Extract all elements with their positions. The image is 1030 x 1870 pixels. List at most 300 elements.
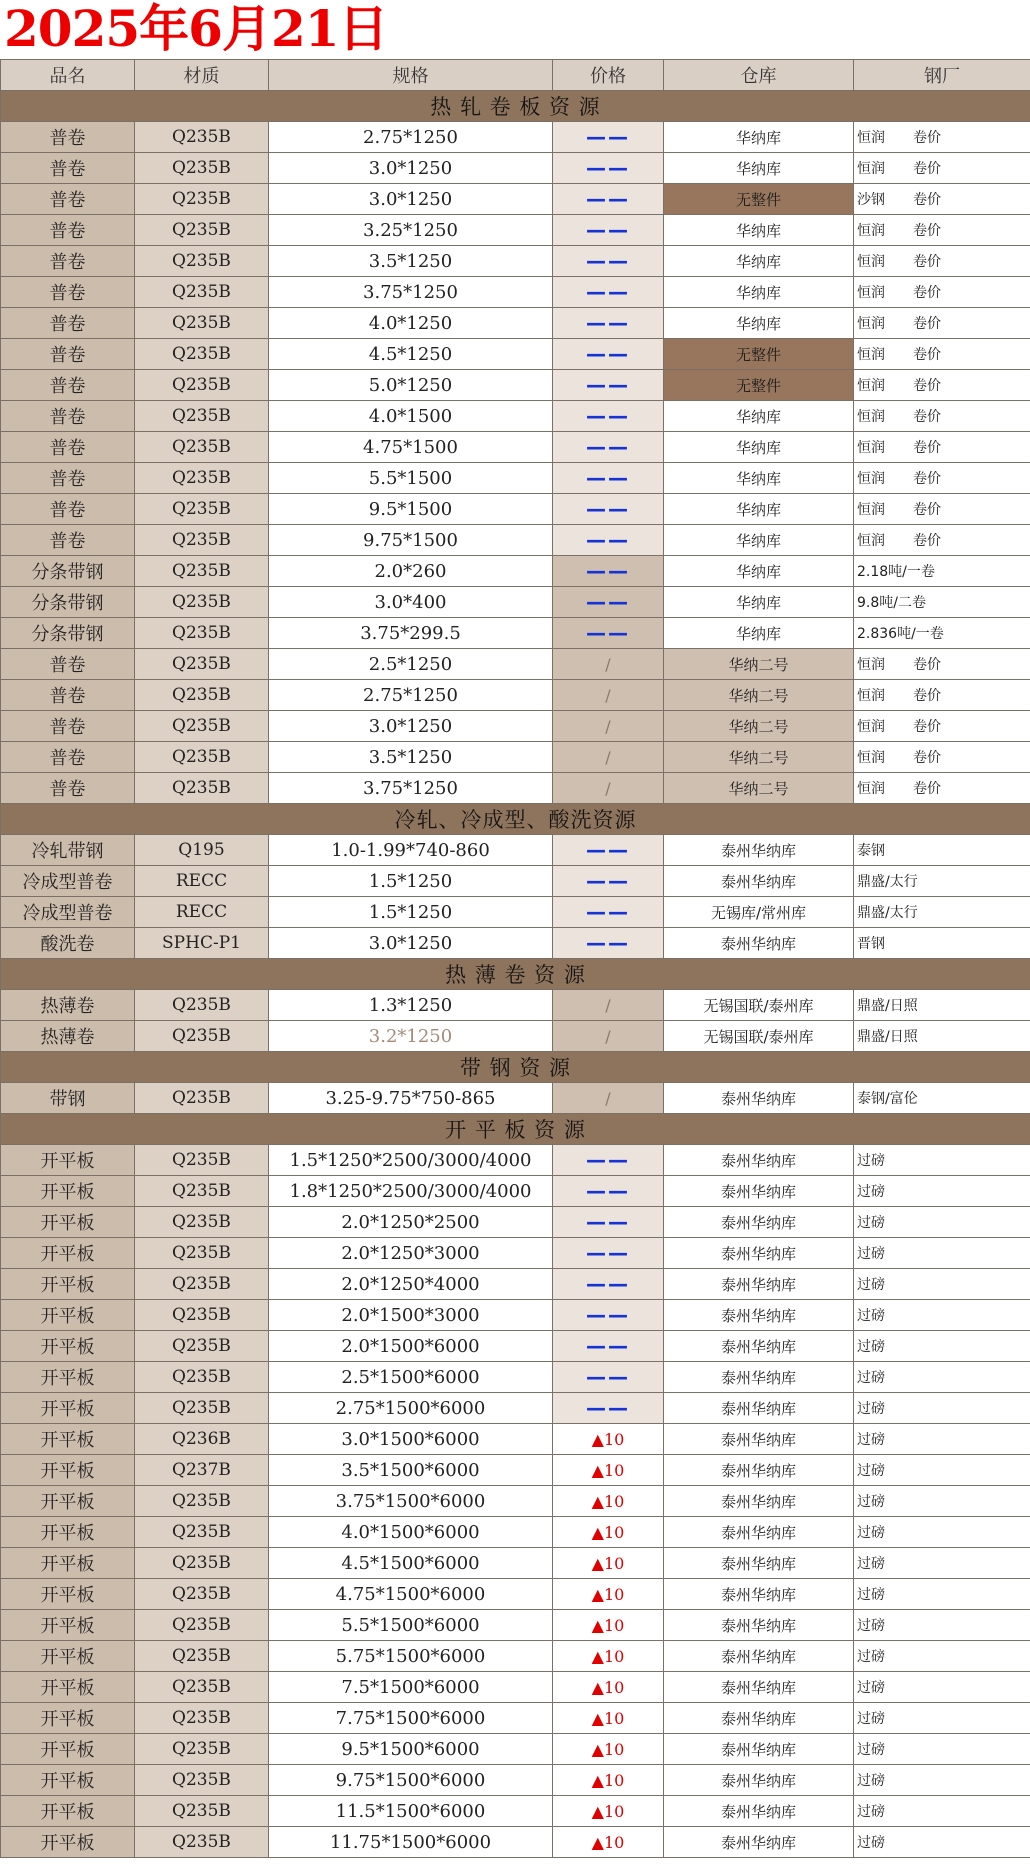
mill-cell: 过磅 (854, 1207, 1030, 1238)
warehouse-cell: 泰州华纳库 (664, 1548, 854, 1579)
mill-cell: 鼎盛/日照 (854, 990, 1030, 1021)
mill-cell: 过磅 (854, 1362, 1030, 1393)
warehouse-cell: 泰州华纳库 (664, 1579, 854, 1610)
mill-cell: 过磅 (854, 1300, 1030, 1331)
warehouse-cell: 华纳二号 (664, 773, 854, 804)
product-name-cell: 普卷 (1, 308, 135, 339)
price-cell: —— (553, 339, 664, 370)
price-cell: / (553, 742, 664, 773)
spec-cell: 3.5*1250 (269, 246, 553, 277)
spec-cell: 2.0*260 (269, 556, 553, 587)
price-cell: / (553, 990, 664, 1021)
mill-cell: 过磅 (854, 1486, 1030, 1517)
product-name-cell: 开平板 (1, 1300, 135, 1331)
material-cell: Q235B (135, 215, 269, 246)
header-price: 价格 (553, 60, 664, 91)
product-name-cell: 开平板 (1, 1176, 135, 1207)
product-name-cell: 普卷 (1, 122, 135, 153)
material-cell: Q235B (135, 1734, 269, 1765)
warehouse-cell: 华纳库 (664, 246, 854, 277)
mill-cell: 过磅 (854, 1703, 1030, 1734)
table-row (1, 401, 1030, 432)
product-name-cell: 开平板 (1, 1796, 135, 1827)
warehouse-cell: 泰州华纳库 (664, 1176, 854, 1207)
mill-cell: 恒润 卷价 (854, 153, 1030, 184)
warehouse-cell: 华纳库 (664, 308, 854, 339)
price-cell: —— (553, 928, 664, 959)
section-title: 冷轧、冷成型、酸洗资源 (1, 804, 1030, 835)
price-cell: —— (553, 1207, 664, 1238)
spec-cell: 5.5*1500*6000 (269, 1610, 553, 1641)
material-cell: Q235B (135, 1703, 269, 1734)
price-cell: —— (553, 1362, 664, 1393)
material-cell: Q235B (135, 1300, 269, 1331)
page-title: 2025年6月21日 (4, 0, 388, 58)
product-name-cell: 普卷 (1, 370, 135, 401)
price-cell: —— (553, 184, 664, 215)
spec-cell: 5.75*1500*6000 (269, 1641, 553, 1672)
table-row (1, 1331, 1030, 1362)
mill-cell: 鼎盛/太行 (854, 866, 1030, 897)
table-row (1, 618, 1030, 649)
product-name-cell: 冷成型普卷 (1, 897, 135, 928)
warehouse-cell: 泰州华纳库 (664, 1331, 854, 1362)
mill-cell: 过磅 (854, 1145, 1030, 1176)
material-cell: Q235B (135, 618, 269, 649)
material-cell: Q235B (135, 1176, 269, 1207)
material-cell: Q235B (135, 370, 269, 401)
material-cell: Q235B (135, 1362, 269, 1393)
product-name-cell: 热薄卷 (1, 990, 135, 1021)
table-row (1, 649, 1030, 680)
spec-cell: 4.0*1500*6000 (269, 1517, 553, 1548)
warehouse-cell: 华纳库 (664, 556, 854, 587)
table-row (1, 1083, 1030, 1114)
price-cell: —— (553, 370, 664, 401)
material-cell: Q235B (135, 1827, 269, 1858)
price-cell: —— (553, 897, 664, 928)
warehouse-cell: 华纳库 (664, 122, 854, 153)
price-cell: / (553, 711, 664, 742)
price-cell: —— (553, 835, 664, 866)
product-name-cell: 普卷 (1, 711, 135, 742)
table-row (1, 1362, 1030, 1393)
warehouse-cell: 华纳库 (664, 277, 854, 308)
material-cell: Q235B (135, 1145, 269, 1176)
table-row (1, 122, 1030, 153)
product-name-cell: 开平板 (1, 1486, 135, 1517)
section-header-row (1, 959, 1030, 990)
product-name-cell: 普卷 (1, 277, 135, 308)
warehouse-cell: 泰州华纳库 (664, 1486, 854, 1517)
price-cell: ▲10 (553, 1548, 664, 1579)
material-cell: Q235B (135, 990, 269, 1021)
product-name-cell: 普卷 (1, 680, 135, 711)
table-row (1, 1703, 1030, 1734)
table-header-row (1, 60, 1030, 91)
product-name-cell: 开平板 (1, 1765, 135, 1796)
material-cell: Q235B (135, 432, 269, 463)
warehouse-cell: 泰州华纳库 (664, 866, 854, 897)
warehouse-cell: 华纳库 (664, 494, 854, 525)
price-cell: / (553, 1083, 664, 1114)
material-cell: Q235B (135, 122, 269, 153)
product-name-cell: 开平板 (1, 1548, 135, 1579)
mill-cell: 恒润 卷价 (854, 494, 1030, 525)
warehouse-cell: 泰州华纳库 (664, 1641, 854, 1672)
mill-cell: 泰钢 (854, 835, 1030, 866)
table-row (1, 1424, 1030, 1455)
price-cell: ▲10 (553, 1610, 664, 1641)
table-row (1, 1269, 1030, 1300)
material-cell: Q235B (135, 401, 269, 432)
product-name-cell: 普卷 (1, 215, 135, 246)
warehouse-cell: 泰州华纳库 (664, 1207, 854, 1238)
table-row (1, 246, 1030, 277)
section-title: 带 钢 资 源 (1, 1052, 1030, 1083)
warehouse-cell: 华纳库 (664, 587, 854, 618)
price-cell: —— (553, 618, 664, 649)
product-name-cell: 开平板 (1, 1207, 135, 1238)
material-cell: Q235B (135, 1269, 269, 1300)
price-cell: —— (553, 556, 664, 587)
spec-cell: 2.75*1250 (269, 680, 553, 711)
table-row (1, 1827, 1030, 1858)
material-cell: Q195 (135, 835, 269, 866)
table-row (1, 432, 1030, 463)
warehouse-cell: 泰州华纳库 (664, 1827, 854, 1858)
mill-cell: 恒润 卷价 (854, 370, 1030, 401)
warehouse-cell: 无整件 (664, 184, 854, 215)
table-row (1, 1300, 1030, 1331)
product-name-cell: 普卷 (1, 494, 135, 525)
mill-cell: 过磅 (854, 1765, 1030, 1796)
table-row (1, 742, 1030, 773)
material-cell: Q235B (135, 1021, 269, 1052)
product-name-cell: 开平板 (1, 1734, 135, 1765)
spec-cell: 2.5*1500*6000 (269, 1362, 553, 1393)
spec-cell: 3.75*1500*6000 (269, 1486, 553, 1517)
table-row (1, 1765, 1030, 1796)
price-cell: ▲10 (553, 1641, 664, 1672)
table-row (1, 308, 1030, 339)
spec-cell: 3.75*299.5 (269, 618, 553, 649)
product-name-cell: 分条带钢 (1, 556, 135, 587)
price-cell: —— (553, 1300, 664, 1331)
price-cell: ▲10 (553, 1734, 664, 1765)
mill-cell: 恒润 卷价 (854, 680, 1030, 711)
mill-cell: 过磅 (854, 1827, 1030, 1858)
mill-cell: 过磅 (854, 1517, 1030, 1548)
table-row (1, 463, 1030, 494)
warehouse-cell: 华纳二号 (664, 680, 854, 711)
mill-cell: 恒润 卷价 (854, 277, 1030, 308)
table-row (1, 1641, 1030, 1672)
price-cell: ▲10 (553, 1765, 664, 1796)
price-cell: —— (553, 122, 664, 153)
table-row (1, 1610, 1030, 1641)
warehouse-cell: 泰州华纳库 (664, 1734, 854, 1765)
material-cell: Q235B (135, 277, 269, 308)
mill-cell: 过磅 (854, 1424, 1030, 1455)
section-header-row (1, 91, 1030, 122)
warehouse-cell: 泰州华纳库 (664, 1393, 854, 1424)
product-name-cell: 普卷 (1, 153, 135, 184)
product-name-cell: 开平板 (1, 1145, 135, 1176)
material-cell: Q237B (135, 1455, 269, 1486)
material-cell: Q235B (135, 1641, 269, 1672)
material-cell: Q235B (135, 680, 269, 711)
section-title: 热 轧 卷 板 资 源 (1, 91, 1030, 122)
product-name-cell: 开平板 (1, 1424, 135, 1455)
header-mill: 钢厂 (854, 60, 1030, 91)
warehouse-cell: 泰州华纳库 (664, 1424, 854, 1455)
spec-cell: 1.5*1250*2500/3000/4000 (269, 1145, 553, 1176)
price-cell: —— (553, 525, 664, 556)
material-cell: Q235B (135, 1765, 269, 1796)
price-cell: —— (553, 153, 664, 184)
mill-cell: 过磅 (854, 1796, 1030, 1827)
spec-cell: 3.75*1250 (269, 773, 553, 804)
mill-cell: 9.8吨/二卷 (854, 587, 1030, 618)
material-cell: Q235B (135, 1486, 269, 1517)
warehouse-cell: 无整件 (664, 339, 854, 370)
product-name-cell: 开平板 (1, 1579, 135, 1610)
mill-cell: 过磅 (854, 1610, 1030, 1641)
price-cell: ▲10 (553, 1424, 664, 1455)
spec-cell: 1.5*1250 (269, 866, 553, 897)
warehouse-cell: 泰州华纳库 (664, 1455, 854, 1486)
warehouse-cell: 泰州华纳库 (664, 1703, 854, 1734)
spec-cell: 3.0*1250 (269, 928, 553, 959)
table-row (1, 866, 1030, 897)
spec-cell: 1.5*1250 (269, 897, 553, 928)
spec-cell: 4.0*1500 (269, 401, 553, 432)
spec-cell: 3.0*1250 (269, 153, 553, 184)
price-cell: —— (553, 215, 664, 246)
material-cell: Q235B (135, 556, 269, 587)
header-spec: 规格 (269, 60, 553, 91)
material-cell: Q235B (135, 184, 269, 215)
price-cell: ▲10 (553, 1703, 664, 1734)
mill-cell: 恒润 卷价 (854, 339, 1030, 370)
product-name-cell: 普卷 (1, 649, 135, 680)
mill-cell: 过磅 (854, 1641, 1030, 1672)
table-row (1, 184, 1030, 215)
spec-cell: 2.0*1250*4000 (269, 1269, 553, 1300)
header-material: 材质 (135, 60, 269, 91)
product-name-cell: 酸洗卷 (1, 928, 135, 959)
table-row (1, 928, 1030, 959)
warehouse-cell: 华纳库 (664, 401, 854, 432)
material-cell: RECC (135, 866, 269, 897)
material-cell: Q235B (135, 1796, 269, 1827)
header-product-name: 品名 (1, 60, 135, 91)
price-cell: —— (553, 494, 664, 525)
product-name-cell: 开平板 (1, 1331, 135, 1362)
warehouse-cell: 华纳库 (664, 618, 854, 649)
warehouse-cell: 泰州华纳库 (664, 1517, 854, 1548)
mill-cell: 过磅 (854, 1455, 1030, 1486)
product-name-cell: 普卷 (1, 339, 135, 370)
product-name-cell: 开平板 (1, 1641, 135, 1672)
mill-cell: 2.836吨/一卷 (854, 618, 1030, 649)
warehouse-cell: 泰州华纳库 (664, 1362, 854, 1393)
material-cell: Q235B (135, 1331, 269, 1362)
material-cell: Q235B (135, 494, 269, 525)
material-cell: Q235B (135, 1517, 269, 1548)
product-name-cell: 普卷 (1, 246, 135, 277)
product-name-cell: 开平板 (1, 1703, 135, 1734)
product-name-cell: 分条带钢 (1, 618, 135, 649)
mill-cell: 恒润 卷价 (854, 122, 1030, 153)
warehouse-cell: 华纳库 (664, 525, 854, 556)
material-cell: Q235B (135, 1207, 269, 1238)
mill-cell: 泰钢/富伦 (854, 1083, 1030, 1114)
spec-cell: 2.0*1500*3000 (269, 1300, 553, 1331)
price-cell: ▲10 (553, 1455, 664, 1486)
spec-cell: 4.5*1500*6000 (269, 1548, 553, 1579)
mill-cell: 恒润 卷价 (854, 215, 1030, 246)
material-cell: Q235B (135, 649, 269, 680)
mill-cell: 过磅 (854, 1579, 1030, 1610)
mill-cell: 鼎盛/太行 (854, 897, 1030, 928)
price-cell: ▲10 (553, 1827, 664, 1858)
warehouse-cell: 华纳库 (664, 432, 854, 463)
table-row (1, 153, 1030, 184)
table-row (1, 773, 1030, 804)
product-name-cell: 普卷 (1, 742, 135, 773)
material-cell: Q235B (135, 1672, 269, 1703)
price-cell: / (553, 1021, 664, 1052)
product-name-cell: 开平板 (1, 1393, 135, 1424)
section-title: 开 平 板 资 源 (1, 1114, 1030, 1145)
product-name-cell: 开平板 (1, 1238, 135, 1269)
table-row (1, 1486, 1030, 1517)
spec-cell: 7.5*1500*6000 (269, 1672, 553, 1703)
spec-cell: 2.0*1250*3000 (269, 1238, 553, 1269)
spec-cell: 5.5*1500 (269, 463, 553, 494)
mill-cell: 恒润 卷价 (854, 742, 1030, 773)
price-cell: —— (553, 308, 664, 339)
header-warehouse: 仓库 (664, 60, 854, 91)
spec-cell: 3.0*1250 (269, 184, 553, 215)
price-cell: —— (553, 1176, 664, 1207)
mill-cell: 2.18吨/一卷 (854, 556, 1030, 587)
table-row (1, 897, 1030, 928)
price-cell: —— (553, 277, 664, 308)
mill-cell: 恒润 卷价 (854, 308, 1030, 339)
spec-cell: 7.75*1500*6000 (269, 1703, 553, 1734)
table-row (1, 1672, 1030, 1703)
section-header-row (1, 804, 1030, 835)
warehouse-cell: 华纳二号 (664, 711, 854, 742)
warehouse-cell: 泰州华纳库 (664, 1269, 854, 1300)
product-name-cell: 冷成型普卷 (1, 866, 135, 897)
spec-cell: 3.5*1250 (269, 742, 553, 773)
spec-cell: 3.0*1250 (269, 711, 553, 742)
warehouse-cell: 泰州华纳库 (664, 1083, 854, 1114)
mill-cell: 恒润 卷价 (854, 463, 1030, 494)
material-cell: RECC (135, 897, 269, 928)
section-header-row (1, 1052, 1030, 1083)
table-row (1, 556, 1030, 587)
product-name-cell: 普卷 (1, 401, 135, 432)
mill-cell: 晋钢 (854, 928, 1030, 959)
spec-cell: 9.75*1500 (269, 525, 553, 556)
warehouse-cell: 无整件 (664, 370, 854, 401)
price-cell: —— (553, 401, 664, 432)
material-cell: Q235B (135, 246, 269, 277)
spec-cell: 4.75*1500 (269, 432, 553, 463)
price-cell: / (553, 773, 664, 804)
mill-cell: 恒润 卷价 (854, 773, 1030, 804)
mill-cell: 沙钢 卷价 (854, 184, 1030, 215)
price-cell: —— (553, 463, 664, 494)
price-table (0, 59, 1030, 1858)
mill-cell: 过磅 (854, 1734, 1030, 1765)
product-name-cell: 普卷 (1, 432, 135, 463)
mill-cell: 恒润 卷价 (854, 711, 1030, 742)
price-cell: / (553, 649, 664, 680)
product-name-cell: 热薄卷 (1, 1021, 135, 1052)
price-cell: / (553, 680, 664, 711)
price-cell: ▲10 (553, 1517, 664, 1548)
warehouse-cell: 泰州华纳库 (664, 835, 854, 866)
mill-cell: 恒润 卷价 (854, 525, 1030, 556)
spec-cell: 2.0*1250*2500 (269, 1207, 553, 1238)
spec-cell: 9.5*1500*6000 (269, 1734, 553, 1765)
table-row (1, 587, 1030, 618)
mill-cell: 过磅 (854, 1176, 1030, 1207)
price-cell: ▲10 (553, 1796, 664, 1827)
table-row (1, 1207, 1030, 1238)
material-cell: Q235B (135, 711, 269, 742)
spec-cell: 2.75*1250 (269, 122, 553, 153)
table-row (1, 990, 1030, 1021)
mill-cell: 恒润 卷价 (854, 246, 1030, 277)
product-name-cell: 普卷 (1, 184, 135, 215)
spec-cell: 3.0*400 (269, 587, 553, 618)
product-name-cell: 开平板 (1, 1827, 135, 1858)
material-cell: Q235B (135, 773, 269, 804)
table-row (1, 1393, 1030, 1424)
table-row (1, 1021, 1030, 1052)
spec-cell: 3.2*1250 (269, 1021, 553, 1052)
table-row (1, 711, 1030, 742)
spec-cell: 5.0*1250 (269, 370, 553, 401)
warehouse-cell: 华纳二号 (664, 742, 854, 773)
product-name-cell: 冷轧带钢 (1, 835, 135, 866)
warehouse-cell: 泰州华纳库 (664, 928, 854, 959)
spec-cell: 1.0-1.99*740-860 (269, 835, 553, 866)
table-row (1, 680, 1030, 711)
product-name-cell: 开平板 (1, 1362, 135, 1393)
spec-cell: 2.0*1500*6000 (269, 1331, 553, 1362)
spec-cell: 3.5*1500*6000 (269, 1455, 553, 1486)
warehouse-cell: 无锡国联/泰州库 (664, 1021, 854, 1052)
spec-cell: 1.3*1250 (269, 990, 553, 1021)
material-cell: Q235B (135, 1579, 269, 1610)
price-cell: —— (553, 1269, 664, 1300)
warehouse-cell: 华纳二号 (664, 649, 854, 680)
spec-cell: 9.5*1500 (269, 494, 553, 525)
spec-cell: 9.75*1500*6000 (269, 1765, 553, 1796)
table-row (1, 1176, 1030, 1207)
spec-cell: 2.5*1250 (269, 649, 553, 680)
table-row (1, 1145, 1030, 1176)
price-cell: —— (553, 1145, 664, 1176)
